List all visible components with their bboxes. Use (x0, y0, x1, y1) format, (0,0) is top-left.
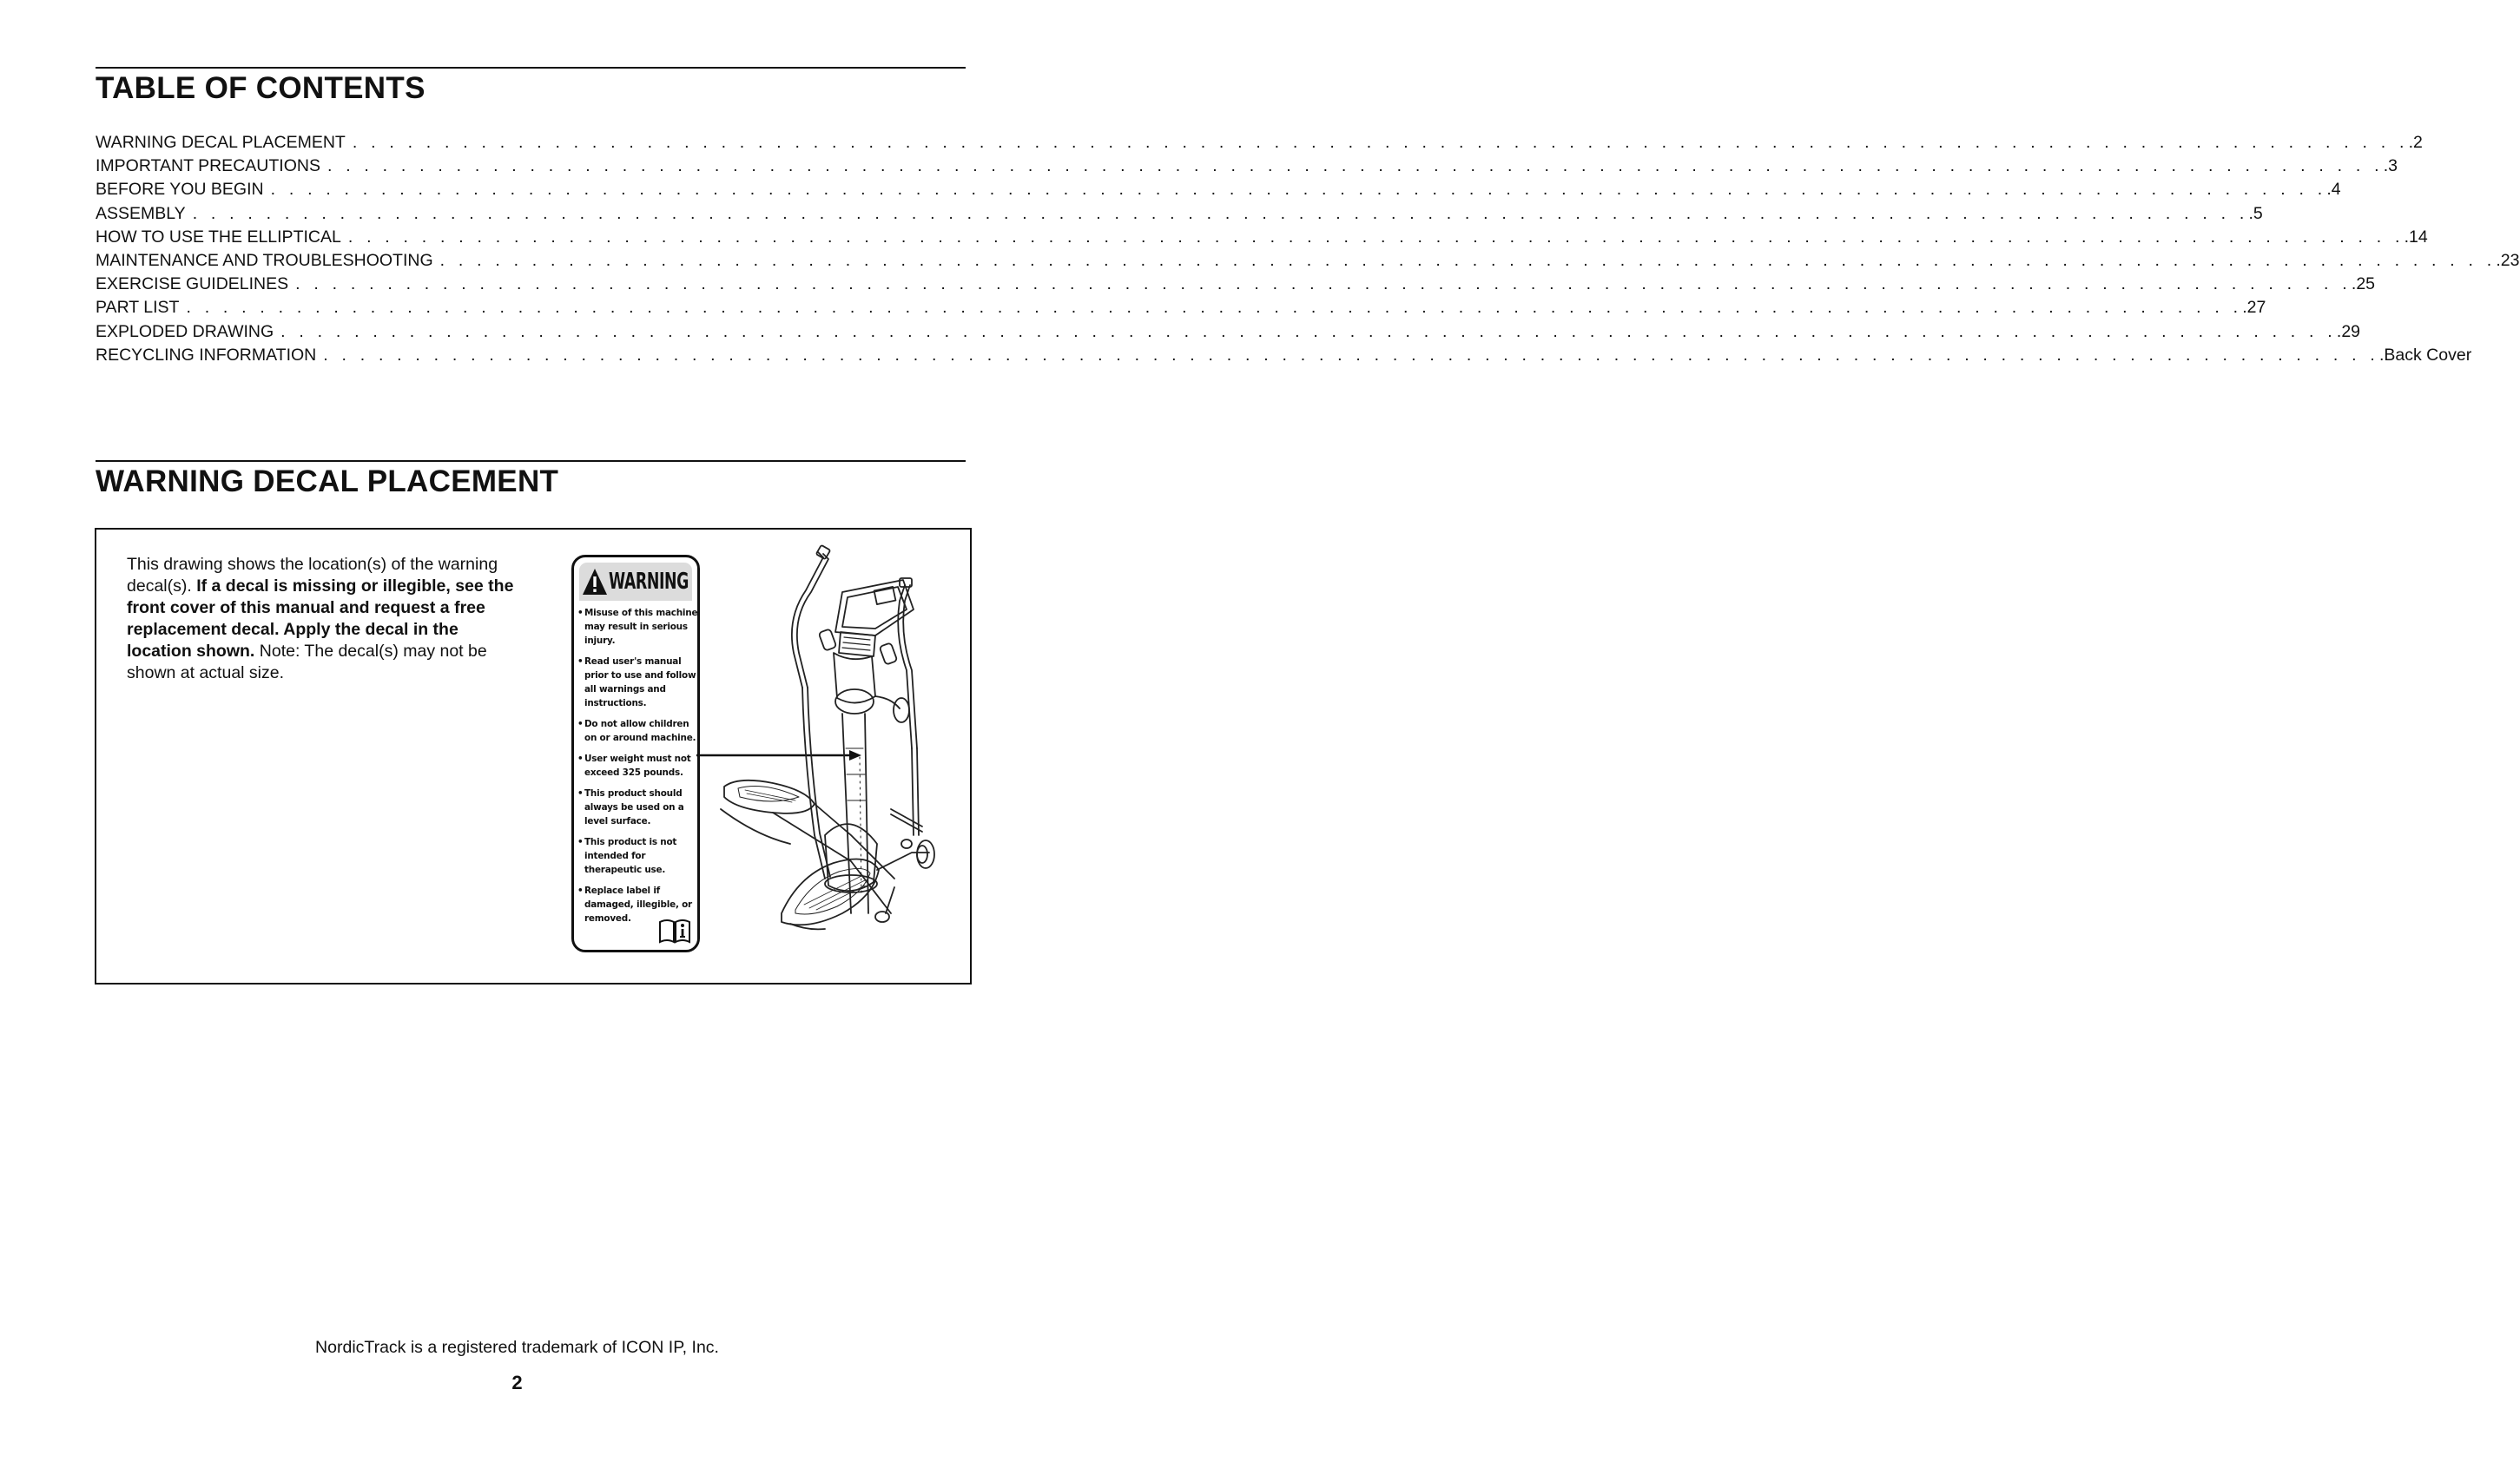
warning-section-heading: WARNING DECAL PLACEMENT (96, 464, 559, 498)
toc-leader-dots: . . . . . . . . . . . . . . . . . . . . . . . . . . . . . . . . . . . . . . . . . . . . . . . . . . . . . . . . . . . . . . . . . . . . . . . . . . . . . . . . . . . . . . . . . . . . . . . . . . . . . . . . . . . . . . . . (347, 227, 2405, 247)
decal-warning-item: • User weight must not exceed 325 pounds. (577, 752, 699, 780)
toc-leader-dots: . . . . . . . . . . . . . . . . . . . . . . . . . . . . . . . . . . . . . . . . . . . . . . . . . . . . . . . . . . . . . . . . . . . . . . . . . . . . . . . . . . . . . . . . . . . . . . . . . . . . . . . . . . . . . . . . (295, 274, 2352, 294)
toc-entry[interactable] (96, 203, 2263, 227)
toc-entry[interactable] (96, 345, 2472, 369)
toc-entry[interactable] (96, 133, 2423, 156)
toc-entry-title: IMPORTANT PRECAUTIONS (96, 156, 320, 176)
toc-entry[interactable] (96, 250, 2520, 274)
warning-decal (571, 555, 700, 952)
toc-entry-title: MAINTENANCE AND TROUBLESHOOTING (96, 250, 433, 270)
toc-entry-page: .2 (2408, 133, 2423, 152)
toc-entry-title: ASSEMBLY (96, 203, 186, 223)
toc-entry-title: WARNING DECAL PLACEMENT (96, 133, 346, 152)
toc-entry[interactable] (96, 180, 2341, 203)
toc-leader-dots: . . . . . . . . . . . . . . . . . . . . . . . . . . . . . . . . . . . . . . . . . . . . . . . . . . . . . . . . . . . . . . . . . . . . . . . . . . . . . . . . . . . . . . . . . . . . . . . . . . . . . . . . . . . . . . . . (327, 156, 2384, 176)
toc-entry-page: .25 (2351, 274, 2376, 294)
decal-header (579, 563, 692, 601)
intro-text-part: This drawing shows the location(s) of the warning decal(s). (127, 555, 498, 596)
toc-entry-page: .27 (2242, 298, 2266, 318)
toc-entry[interactable] (96, 298, 2266, 321)
decal-warning-item: • This product is not intended for therapeutic use. (577, 835, 699, 877)
intro-text-bold: If a decal is missing or illegible, see the front cover of this manual and request a free replacement decal. Apply the decal in the location shown. (127, 576, 514, 661)
warning-section-rule (96, 460, 966, 462)
decal-warning-item: • Misuse of this machine may result in serious injury. (577, 606, 699, 648)
toc-top-rule (96, 67, 966, 69)
toc-entry-title: EXPLODED DRAWING (96, 321, 274, 341)
toc-leader-dots: . . . . . . . . . . . . . . . . . . . . . . . . . . . . . . . . . . . . . . . . . . . . . . . . . . . . . . . . . . . . . . . . . . . . . . . . . . . . . . . . . . . . . . . . . . . . . . . . . . . . . . . . . . . . . . . . (270, 180, 2327, 200)
toc-leader-dots: . . . . . . . . . . . . . . . . . . . . . . . . . . . . . . . . . . . . . . . . . . . . . . . . . . . . . . . . . . . . . . . . . . . . . . . . . . . . . . . . . . . . . . . . . . . . . . . . . . . . . . . . . . . . . . . . (186, 298, 2243, 318)
toc-entry[interactable] (96, 227, 2428, 251)
manual-info-icon (657, 917, 692, 945)
toc-leader-dots: . . . . . . . . . . . . . . . . . . . . . . . . . . . . . . . . . . . . . . . . . . . . . . . . . . . . . . . . . . . . . . . . . . . . . . . . . . . . . . . . . . . . . . . . . . . . . . . . . . . . . . . . . . . . . . . . (352, 133, 2409, 152)
decal-warning-item: • Read user's manual prior to use and follow all warnings and instructions. (577, 655, 699, 710)
toc-entry-title: RECYCLING INFORMATION (96, 345, 317, 365)
decal-warning-item: • This product should always be used on a level surface. (577, 787, 699, 828)
toc-entry[interactable] (96, 321, 2361, 346)
toc-leader-dots: . . . . . . . . . . . . . . . . . . . . . . . . . . . . . . . . . . . . . . . . . . . . . . . . . . . . . . . . . . . . . . . . . . . . . . . . . . . . . . . . . . . . . . . . . . . . . . . . . . . . . . . . . . . . . . . . (323, 345, 2379, 365)
toc-list (96, 133, 2520, 369)
toc-entry-title: HOW TO USE THE ELLIPTICAL (96, 227, 341, 247)
toc-entry-title: PART LIST (96, 298, 180, 318)
toc-entry-page: .4 (2326, 180, 2341, 200)
warning-triangle-icon (582, 568, 608, 596)
toc-entry-title: EXERCISE GUIDELINES (96, 274, 289, 294)
toc-entry-page: .29 (2336, 321, 2361, 341)
decal-warning-item: • Do not allow children on or around machine. (577, 717, 699, 745)
page-number: 2 (511, 1372, 523, 1393)
toc-leader-dots: . . . . . . . . . . . . . . . . . . . . . . . . . . . . . . . . . . . . . . . . . . . . . . . . . . . . . . . . . . . . . . . . . . . . . . . . . . . . . . . . . . . . . . . . . . . . . . . . . . . . . . . . . . . . . . . . (439, 250, 2497, 270)
toc-leader-dots: . . . . . . . . . . . . . . . . . . . . . . . . . . . . . . . . . . . . . . . . . . . . . . . . . . . . . . . . . . . . . . . . . . . . . . . . . . . . . . . . . . . . . . . . . . . . . . . . . . . . . . . . . . . . . . . . (280, 321, 2337, 341)
intro-text-part: Note: The decal(s) may not be shown at actual size. (127, 642, 487, 682)
toc-entry-title: BEFORE YOU BEGIN (96, 180, 264, 200)
toc-entry-page: .5 (2248, 203, 2263, 223)
toc-heading: TABLE OF CONTENTS (96, 71, 425, 105)
toc-entry-page: .3 (2383, 156, 2398, 176)
toc-entry[interactable] (96, 156, 2398, 180)
elliptical-machine-illustration (721, 549, 938, 948)
toc-leader-dots: . . . . . . . . . . . . . . . . . . . . . . . . . . . . . . . . . . . . . . . . . . . . . . . . . . . . . . . . . . . . . . . . . . . . . . . . . . . . . . . . . . . . . . . . . . . . . . . . . . . . . . . . . . . . . . . . (192, 203, 2249, 223)
toc-entry-page: .23 (2496, 250, 2520, 270)
toc-entry-page: .14 (2404, 227, 2428, 247)
decal-intro-text (127, 554, 526, 684)
decal-warning-item: • Replace label if damaged, illegible, or removed. (577, 884, 699, 925)
toc-entry-page: .Back Cover (2379, 345, 2472, 365)
decal-warning-list (577, 606, 699, 932)
decal-title: WARNING (609, 569, 689, 595)
trademark-note: NordicTrack is a registered trademark of ICON IP, Inc. (315, 1338, 719, 1357)
toc-entry[interactable] (96, 274, 2376, 298)
